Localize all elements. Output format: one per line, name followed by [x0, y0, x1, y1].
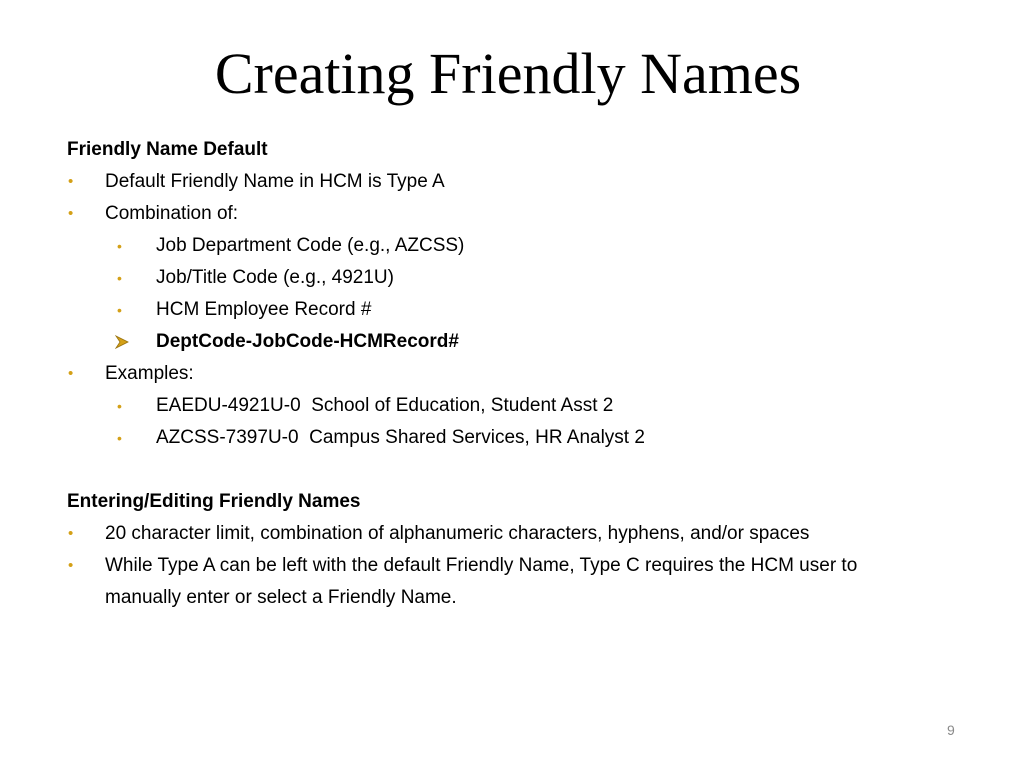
- bullet-icon: •: [117, 270, 122, 286]
- sub-bullet-item: [67, 422, 967, 454]
- bullet-text: Default Friendly Name in HCM is Type A: [105, 171, 445, 192]
- bullet-item: [67, 550, 967, 614]
- sub-bullet-item: [67, 230, 967, 262]
- slide-content: [67, 134, 967, 614]
- bullet-text: 20 character limit, combination of alphanumeric characters, hyphens, and/or spaces: [105, 523, 810, 544]
- page-number: 9: [947, 722, 955, 738]
- bullet-text: Job/Title Code (e.g., 4921U): [156, 267, 394, 288]
- bullet-text: HCM Employee Record #: [156, 299, 372, 320]
- sub-bullet-item: [67, 390, 967, 422]
- sub-bullet-item: [67, 294, 967, 326]
- bullet-icon: •: [117, 302, 122, 318]
- bullet-icon: •: [117, 238, 122, 254]
- bullet-item: [67, 358, 967, 390]
- bullet-text: Combination of:: [105, 203, 239, 224]
- section-heading-editing: Entering/Editing Friendly Names: [67, 491, 361, 512]
- spacer: [67, 454, 967, 486]
- bullet-icon: •: [68, 525, 74, 542]
- arrow-bullet-icon: [115, 335, 129, 349]
- format-text: DeptCode-JobCode-HCMRecord#: [156, 331, 459, 352]
- sub-bullet-item-format: [67, 326, 967, 358]
- sub-bullet-item: [67, 262, 967, 294]
- bullet-icon: •: [117, 430, 122, 446]
- bullet-item: [67, 518, 967, 550]
- bullet-text: AZCSS-7397U-0 Campus Shared Services, HR Analyst 2: [156, 427, 645, 448]
- section-heading-default: Friendly Name Default: [67, 139, 268, 160]
- bullet-item: [67, 198, 967, 230]
- bullet-icon: •: [68, 365, 74, 382]
- bullet-icon: •: [117, 398, 122, 414]
- bullet-item: [67, 166, 967, 198]
- bullet-text: EAEDU-4921U-0 School of Education, Student Asst 2: [156, 395, 614, 416]
- bullet-text: Examples:: [105, 363, 194, 384]
- slide-title: Creating Friendly Names: [214, 41, 802, 106]
- bullet-icon: •: [68, 173, 74, 190]
- bullet-icon: •: [68, 557, 74, 574]
- bullet-text: Job Department Code (e.g., AZCSS): [156, 235, 465, 256]
- bullet-icon: •: [68, 205, 74, 222]
- bullet-text: While Type A can be left with the default Friendly Name, Type C requires the HCM user to manually enter or select a Friendly Name.: [105, 555, 868, 608]
